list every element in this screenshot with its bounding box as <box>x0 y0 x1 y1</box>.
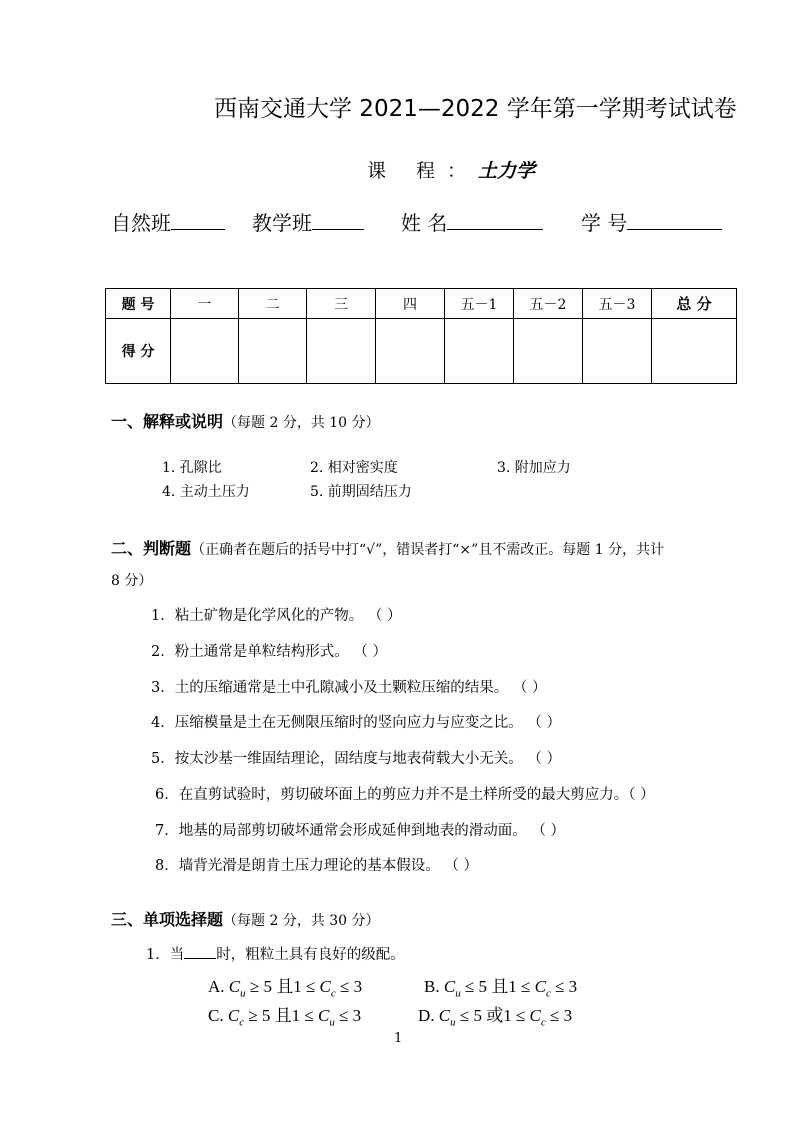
score-cell[interactable] <box>514 319 583 384</box>
score-label: 得 分 <box>106 319 171 384</box>
score-cell[interactable] <box>445 319 514 384</box>
column-header: 五－3 <box>583 289 652 319</box>
section1-note: （每题 2 分，共 10 分） <box>223 415 380 431</box>
name-blank[interactable] <box>447 211 543 230</box>
true-false-question: 7．地基的局部剪切破坏通常会形成延伸到地表的滑动面。 （ ） <box>155 823 565 839</box>
field-student-id <box>581 207 722 236</box>
field-label: 学 号 <box>581 211 628 235</box>
true-false-question: 6．在直剪试验时，剪切破坏面上的剪应力并不是土样所受的最大剪应力。（ ） <box>155 787 655 803</box>
column-header: 五－1 <box>445 289 514 319</box>
field-name <box>401 207 543 236</box>
column-header: 三 <box>307 289 376 319</box>
question-stem-end: 时，粗粒土具有良好的级配。 <box>216 947 405 963</box>
question-number-label: 题 号 <box>106 289 171 319</box>
total-label: 总 分 <box>652 289 737 319</box>
field-label: 姓 名 <box>401 211 448 235</box>
student-id-blank[interactable] <box>627 211 722 230</box>
column-header: 五－2 <box>514 289 583 319</box>
course-label: 课 程： <box>367 160 479 182</box>
score-cell[interactable] <box>239 319 307 384</box>
section2-note: （正确者在题后的括号中打“√”，错误者打“×”且不需改正。每题 1 分，共计 <box>191 542 665 558</box>
score-cell[interactable] <box>376 319 445 384</box>
score-cell[interactable] <box>307 319 376 384</box>
course-name: 土力学 <box>478 160 536 182</box>
section1-item: 4. 主动土压力 <box>162 484 250 500</box>
answer-blank[interactable] <box>184 944 216 959</box>
option-c[interactable]: C. $C_c \ge 5$ 且$1 \le C_u \le 3$ <box>208 1006 362 1029</box>
teaching-class-blank[interactable] <box>312 211 364 230</box>
section1-heading-line <box>111 409 380 432</box>
section3-note: （每题 2 分，共 30 分） <box>223 913 380 929</box>
choice-question-1 <box>146 943 405 964</box>
total-score-cell[interactable] <box>652 319 737 384</box>
option-b[interactable]: B. $C_u \le 5$ 且$1 \le C_c \le 3$ <box>424 977 578 1000</box>
true-false-question: 5．按太沙基一维固结理论，固结度与地表荷载大小无关。 （ ） <box>151 751 561 767</box>
true-false-question: 4．压缩模量是土在无侧限压缩时的竖向应力与应变之比。 （ ） <box>151 715 561 731</box>
option-a[interactable]: A. $C_u \ge 5$ 且$1 \le C_c \le 3$ <box>208 977 363 1000</box>
field-teaching-class <box>252 207 364 236</box>
field-natural-class <box>111 207 225 236</box>
page-number: 1 <box>394 1031 403 1046</box>
score-cell[interactable] <box>583 319 652 384</box>
column-header: 二 <box>239 289 307 319</box>
natural-class-blank[interactable] <box>171 211 225 230</box>
section1-item: 2. 相对密实度 <box>310 460 398 476</box>
true-false-question: 2．粉土通常是单粒结构形式。 （ ） <box>151 644 387 660</box>
true-false-question: 1．粘土矿物是化学风化的产物。 （ ） <box>151 608 402 624</box>
score-cell[interactable] <box>171 319 239 384</box>
option-d[interactable]: D. $C_u \le 5$ 或$1 \le C_c \le 3$ <box>418 1006 573 1029</box>
section3-heading: 三、单项选择题 <box>111 910 224 929</box>
score-table-score-row <box>106 319 737 384</box>
section2-heading-line <box>111 536 664 559</box>
section1-item: 1. 孔隙比 <box>162 460 222 476</box>
true-false-question: 8．墙背光滑是朗肯土压力理论的基本假设。 （ ） <box>155 858 478 874</box>
score-table <box>105 288 737 384</box>
field-label: 自然班 <box>111 211 171 235</box>
column-header: 四 <box>376 289 445 319</box>
section2-note-continued: 8 分） <box>111 573 153 589</box>
question-stem-start: 1．当 <box>146 947 185 963</box>
section2-heading: 二、判断题 <box>111 539 192 558</box>
exam-title: 西南交通大学 2021—2022 学年第一学期考试试卷 <box>214 96 737 122</box>
section1-item: 5. 前期固结压力 <box>310 484 412 500</box>
section1-heading: 一、解释或说明 <box>111 412 224 431</box>
true-false-question: 3．土的压缩通常是土中孔隙减小及土颗粒压缩的结果。 （ ） <box>151 680 547 696</box>
section3-heading-line <box>111 907 380 930</box>
course-line <box>367 156 535 183</box>
score-table-header-row <box>106 289 737 319</box>
section1-item: 3. 附加应力 <box>497 460 571 476</box>
column-header: 一 <box>171 289 239 319</box>
field-label: 教学班 <box>252 211 312 235</box>
